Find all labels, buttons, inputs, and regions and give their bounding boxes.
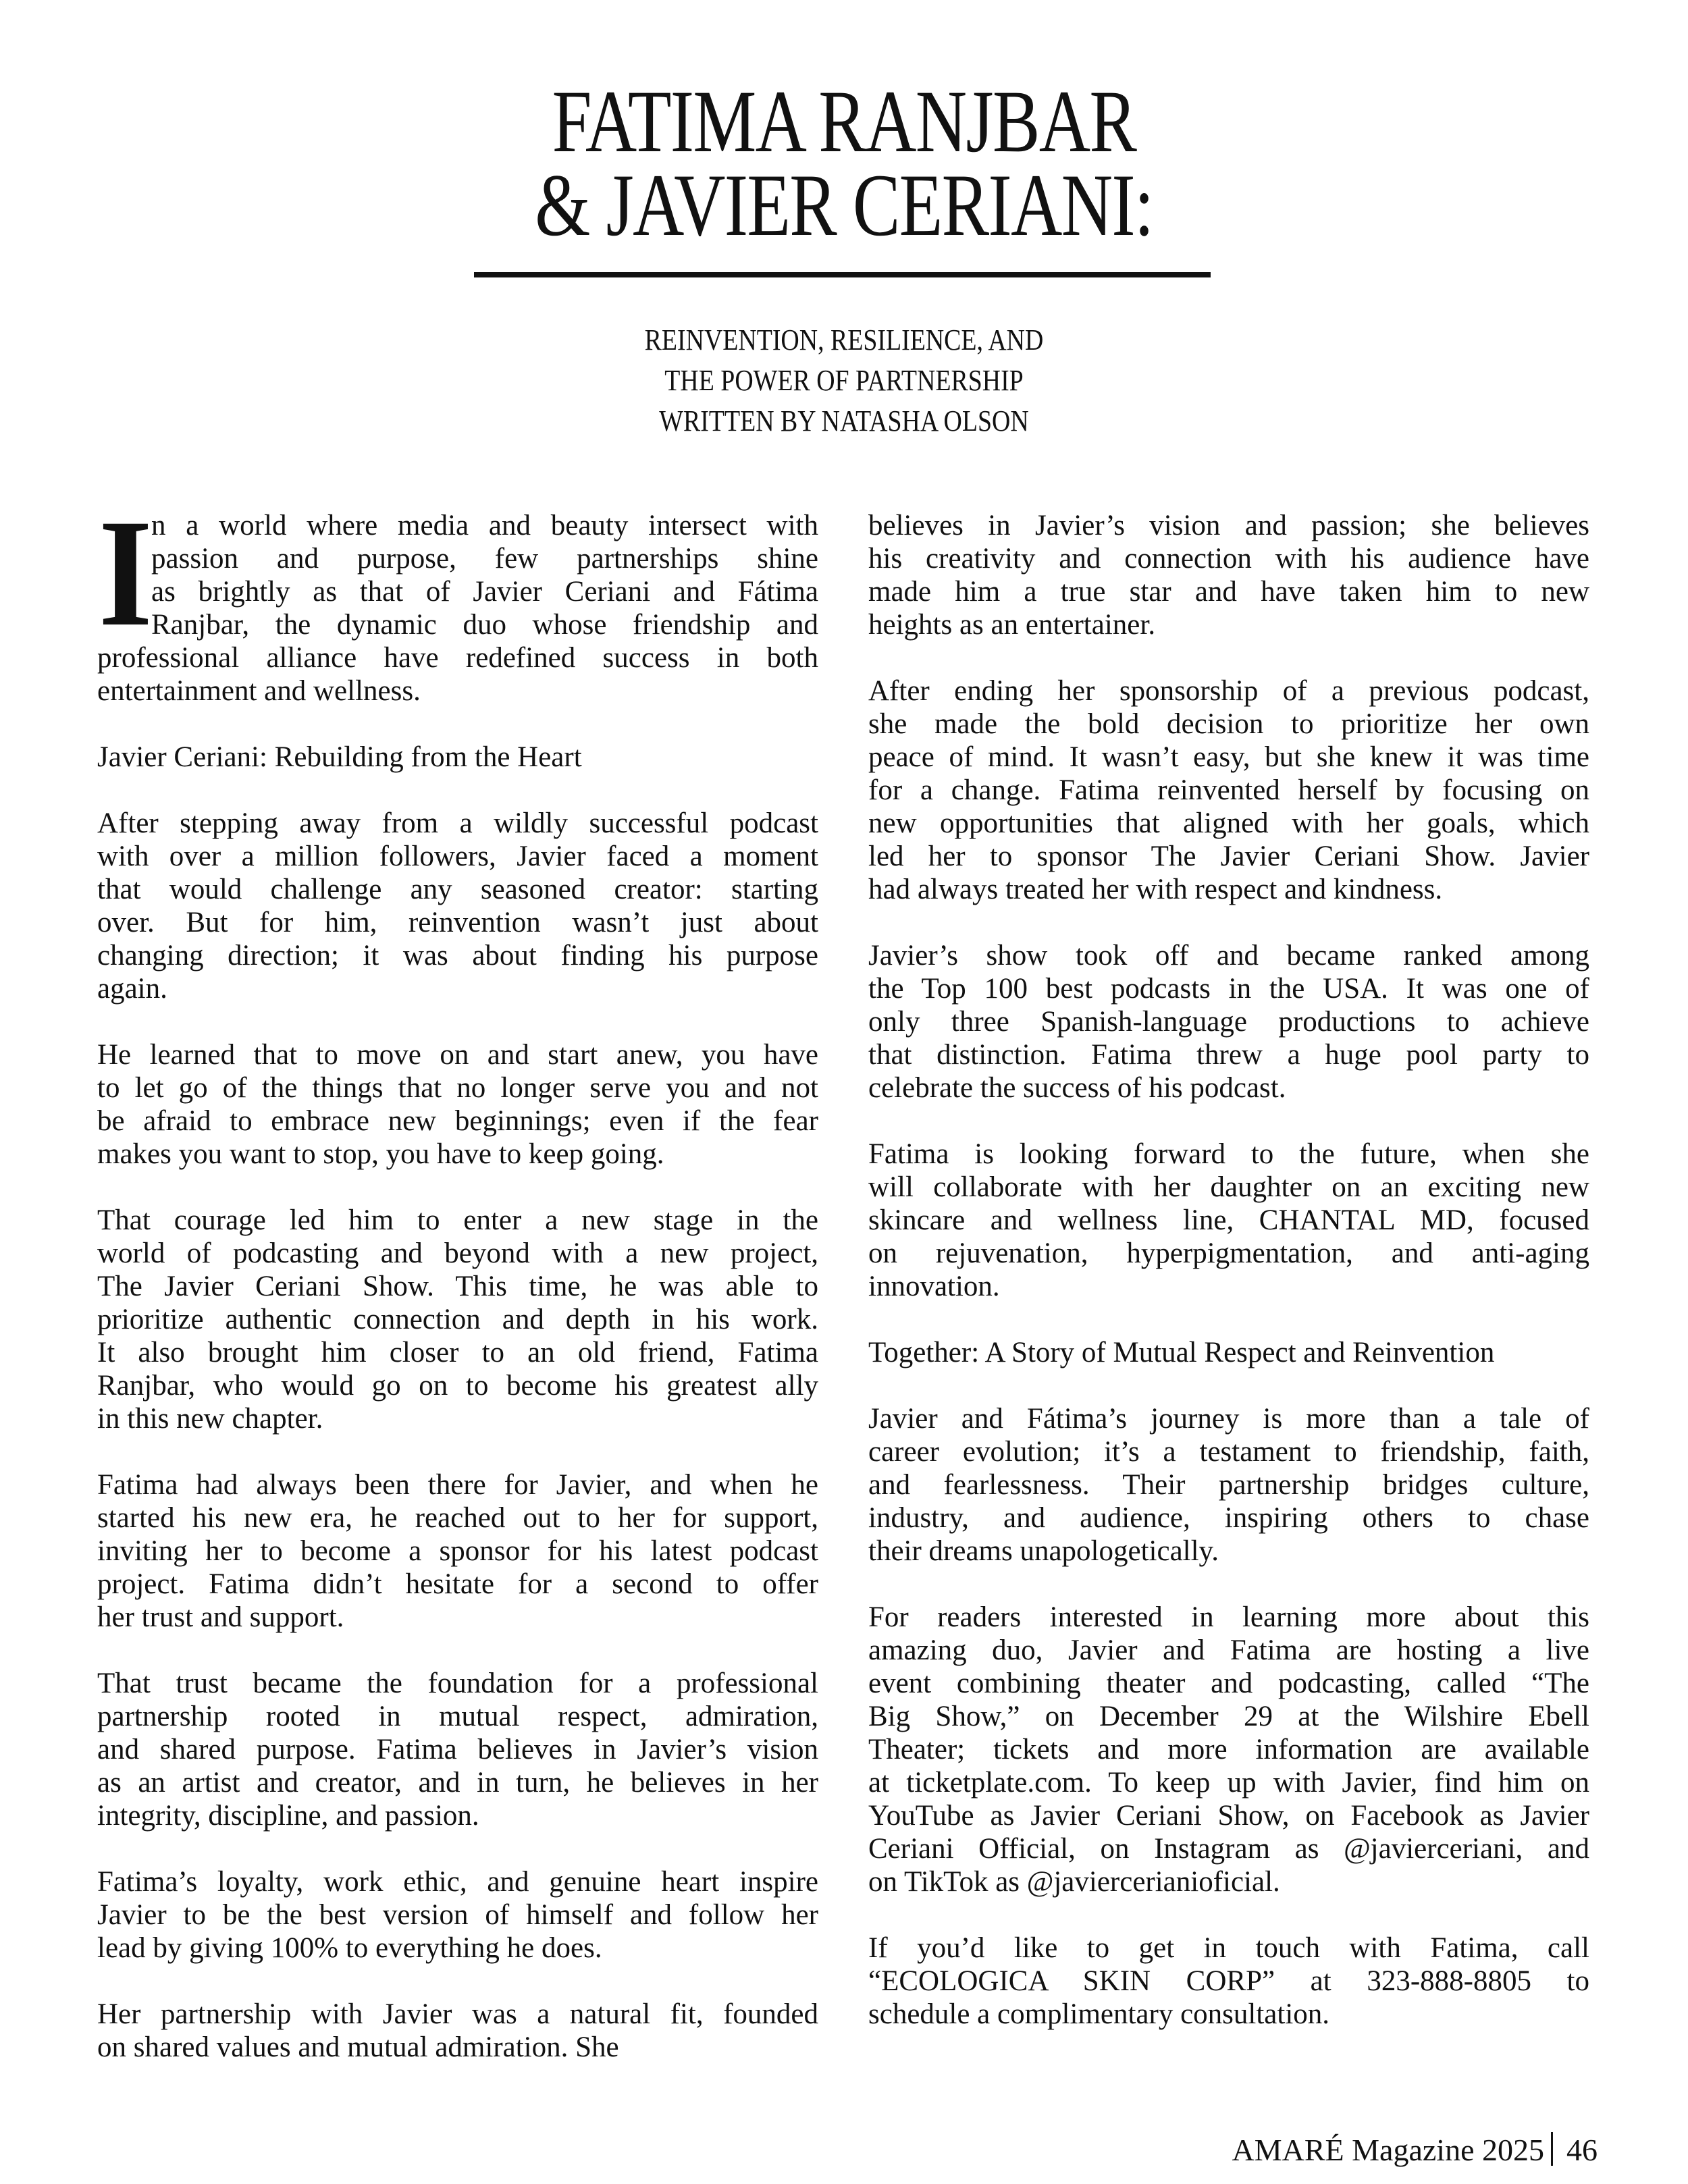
paragraph xyxy=(868,509,1589,641)
paragraph xyxy=(868,674,1589,906)
text-line: “ECOLOGICA SKIN CORP” at 323-888-8805 to xyxy=(868,1965,1589,1997)
text-line: Javier to be the best version of himself and follow her xyxy=(97,1899,818,1931)
text-line: started his new era, he reached out to her for support, xyxy=(97,1502,818,1534)
text-line: peace of mind. It wasn’t easy, but she knew it was time xyxy=(868,741,1589,773)
text-line: her trust and support. xyxy=(97,1601,344,1633)
text-line: Her partnership with Javier was a natural fit, founded xyxy=(97,1998,818,2030)
text-line: integrity, discipline, and passion. xyxy=(97,1800,479,1832)
text-line: Big Show,” on December 29 at the Wilshire Ebell xyxy=(868,1701,1589,1732)
text-line: Javier and Fátima’s journey is more than a tale of xyxy=(868,1403,1589,1435)
drop-cap: I xyxy=(99,488,153,658)
text-line: For readers interested in learning more about this xyxy=(868,1601,1589,1633)
title-line: & JAVIER CERIANI: xyxy=(535,155,1153,255)
text-line: amazing duo, Javier and Fatima are hosting a live xyxy=(868,1634,1589,1666)
text-line: project. Fatima didn’t hesitate for a second to offer xyxy=(97,1568,818,1600)
paragraph xyxy=(97,488,818,708)
text-line: skincare and wellness line, CHANTAL MD, focused xyxy=(868,1204,1589,1236)
text-line: event combining theater and podcasting, called “The xyxy=(868,1668,1589,1699)
text-line: and fearlessness. Their partnership bridges culture, xyxy=(868,1469,1589,1501)
text-line: schedule a complimentary consultation. xyxy=(868,1998,1330,2030)
text-line: Fatima had always been there for Javier, and when he xyxy=(97,1469,818,1501)
text-line: makes you want to stop, you have to keep going. xyxy=(97,1138,664,1170)
byline: WRITTEN BY NATASHA OLSON xyxy=(659,404,1029,437)
text-line: YouTube as Javier Ceriani Show, on Facebook as Javier xyxy=(868,1800,1589,1832)
text-line: partnership rooted in mutual respect, admiration, xyxy=(97,1701,818,1732)
section-heading xyxy=(868,1336,1589,1369)
text-line: she made the bold decision to prioritize her own xyxy=(868,708,1589,740)
text-line: That courage led him to enter a new stage in the xyxy=(97,1204,818,1236)
text-line: That trust became the foundation for a professional xyxy=(97,1668,818,1699)
text-line: with over a million followers, Javier faced a moment xyxy=(97,841,818,872)
text-line: lead by giving 100% to everything he does. xyxy=(97,1932,602,1964)
subtitle-line: REINVENTION, RESILIENCE, AND xyxy=(644,323,1044,356)
text-line: Theater; tickets and more information are available xyxy=(868,1734,1589,1765)
text-line: Javier’s show took off and became ranked among xyxy=(868,940,1589,971)
paragraph xyxy=(868,939,1589,1104)
paragraph xyxy=(97,807,818,1005)
paragraph xyxy=(97,1468,818,1634)
text-line: his creativity and connection with his audience have xyxy=(868,543,1589,575)
text-line: made him a true star and have taken him to new xyxy=(868,576,1589,608)
text-line: believes in Javier’s vision and passion; she believes xyxy=(868,510,1589,541)
text-line: new opportunities that aligned with her goals, which xyxy=(868,807,1589,839)
text-line: Ceriani Official, on Instagram as @javierceriani, and xyxy=(868,1833,1589,1865)
paragraph xyxy=(97,1667,818,1832)
text-line: for a change. Fatima reinvented herself by focusing on xyxy=(868,774,1589,806)
text-line: led her to sponsor The Javier Ceriani Show. Javier xyxy=(868,841,1589,872)
paragraph xyxy=(868,1402,1589,1568)
title-line: FATIMA RANJBAR xyxy=(552,72,1136,171)
text-line: at ticketplate.com. To keep up with Javier, find him on xyxy=(868,1767,1589,1799)
text-line: celebrate the success of his podcast. xyxy=(868,1072,1286,1104)
text-line: to let go of the things that no longer serve you and not xyxy=(97,1072,818,1104)
text-line: as an artist and creator, and in turn, he believes in her xyxy=(97,1767,818,1799)
article-title xyxy=(169,72,1519,255)
title-divider xyxy=(474,272,1211,277)
article-column-right xyxy=(868,509,1589,2064)
text-line: only three Spanish-language productions to achieve xyxy=(868,1006,1589,1038)
footer-separator xyxy=(1551,2132,1553,2166)
text-line: He learned that to move on and start anew, you have xyxy=(97,1039,818,1071)
text-line: passion and purpose, few partnerships shine xyxy=(151,543,818,575)
paragraph xyxy=(97,1204,818,1435)
text-line: that would challenge any seasoned creator: starting xyxy=(97,874,818,905)
text-line: again. xyxy=(97,973,167,1005)
text-line: The Javier Ceriani Show. This time, he was able to xyxy=(97,1271,818,1302)
text-line: Ranjbar, who would go on to become his greatest ally xyxy=(97,1370,818,1402)
text-line: inviting her to become a sponsor for his latest podcast xyxy=(97,1535,818,1567)
text-line: the Top 100 best podcasts in the USA. It was one of xyxy=(868,973,1589,1005)
text-line: Fatima is looking forward to the future, when she xyxy=(868,1138,1589,1170)
text-line: innovation. xyxy=(868,1271,1000,1302)
text-line: world of podcasting and beyond with a new project, xyxy=(97,1237,818,1269)
publication-name: AMARÉ Magazine 2025 xyxy=(1232,2133,1544,2167)
text-line: over. But for him, reinvention wasn’t just about xyxy=(97,907,818,938)
text-line: heights as an entertainer. xyxy=(868,609,1156,641)
section-heading xyxy=(97,741,818,774)
text-line: Together: A Story of Mutual Respect and Reinvention xyxy=(868,1337,1495,1368)
text-line: and shared purpose. Fatima believes in Javier’s vision xyxy=(97,1734,818,1765)
text-line: It also brought him closer to an old friend, Fatima xyxy=(97,1337,818,1368)
text-line: n a world where media and beauty intersect with xyxy=(151,510,818,541)
text-line: If you’d like to get in touch with Fatima, call xyxy=(868,1932,1589,1964)
text-line: in this new chapter. xyxy=(97,1403,323,1435)
paragraph xyxy=(868,1138,1589,1303)
text-line: prioritize authentic connection and depth in his work. xyxy=(97,1304,818,1335)
text-line: on rejuvenation, hyperpigmentation, and anti-aging xyxy=(868,1237,1589,1269)
text-line: their dreams unapologetically. xyxy=(868,1535,1219,1567)
text-line: career evolution; it’s a testament to friendship, faith, xyxy=(868,1436,1589,1468)
text-line: be afraid to embrace new beginnings; even if the fear xyxy=(97,1105,818,1137)
paragraph xyxy=(97,1998,818,2064)
page-number: 46 xyxy=(1566,2133,1598,2167)
page-footer xyxy=(1232,2132,1598,2168)
paragraph xyxy=(868,1601,1589,1898)
text-line: on shared values and mutual admiration. She xyxy=(97,2031,619,2063)
text-line: on TikTok as @javiercerianioficial. xyxy=(868,1866,1280,1898)
text-line: Ranjbar, the dynamic duo whose friendship and xyxy=(151,609,818,641)
text-line: After ending her sponsorship of a previous podcast, xyxy=(868,675,1589,707)
paragraph xyxy=(97,1865,818,1965)
article-column-left xyxy=(97,488,818,2097)
article-subtitle xyxy=(118,320,1570,442)
text-line: Javier Ceriani: Rebuilding from the Heart xyxy=(97,741,582,773)
text-line: will collaborate with her daughter on an exciting new xyxy=(868,1171,1589,1203)
paragraph xyxy=(868,1932,1589,2031)
text-line: After stepping away from a wildly successful podcast xyxy=(97,807,818,839)
text-line: as brightly as that of Javier Ceriani and Fátima xyxy=(151,576,818,608)
paragraph xyxy=(97,1038,818,1171)
text-line: changing direction; it was about finding his purpose xyxy=(97,940,818,971)
subtitle-line: THE POWER OF PARTNERSHIP xyxy=(664,364,1024,397)
text-line: entertainment and wellness. xyxy=(97,675,421,707)
text-line: had always treated her with respect and kindness. xyxy=(868,874,1443,905)
text-line: industry, and audience, inspiring others to chase xyxy=(868,1502,1589,1534)
text-line: professional alliance have redefined success in both xyxy=(97,642,818,674)
text-line: that distinction. Fatima threw a huge pool party to xyxy=(868,1039,1589,1071)
text-line: Fatima’s loyalty, work ethic, and genuine heart inspire xyxy=(97,1866,818,1898)
